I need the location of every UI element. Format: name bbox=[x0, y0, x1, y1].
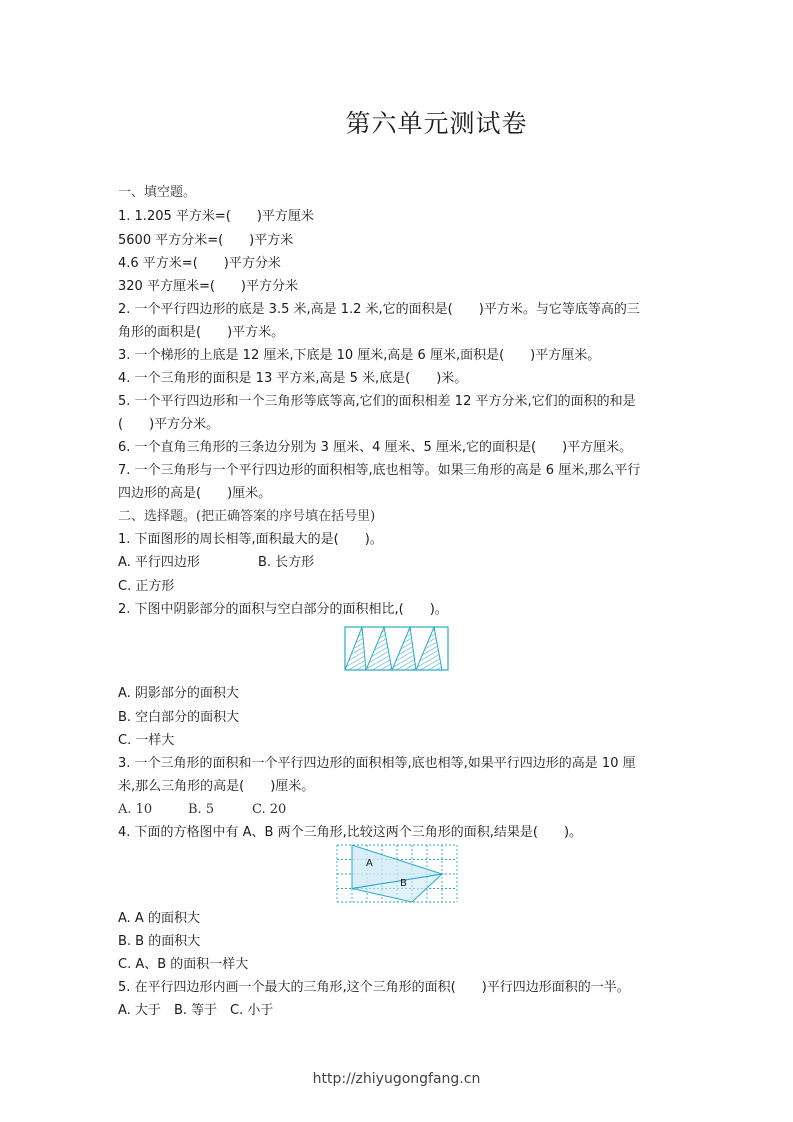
option-row bbox=[118, 801, 286, 819]
question-line: 5600 平方分米=( )平方米 bbox=[118, 233, 294, 248]
question-line: 7. 一个三角形与一个平行四边形的面积相等,底也相等。如果三角形的高是 6 厘米,那么平行 bbox=[118, 463, 641, 478]
question-line: 四边形的高是( )厘米。 bbox=[118, 486, 272, 501]
footer-url: http://zhiyugongfang.cn bbox=[312, 1071, 481, 1087]
option-c: C. 正方形 bbox=[118, 579, 175, 594]
question-stem: 4. 下面的方格图中有 A、B 两个三角形,比较这两个三角形的面积,结果是( )。 bbox=[118, 825, 583, 840]
question-line: 5. 一个平行四边形和一个三角形等底等高,它们的面积相差 12 平方分米,它们的面积的和是 bbox=[118, 394, 636, 409]
question-line: 4. 一个三角形的面积是 13 平方米,高是 5 米,底是( )米。 bbox=[118, 371, 468, 386]
section-heading-choice: 二、选择题。(把正确答案的序号填在括号里) bbox=[118, 509, 376, 524]
option-b: B. 空白部分的面积大 bbox=[118, 710, 240, 725]
section-heading-fill-blank: 一、填空题。 bbox=[118, 185, 197, 200]
option-c: C. A、B 的面积一样大 bbox=[118, 957, 249, 972]
question-line: ( )平方分米。 bbox=[118, 417, 220, 432]
option-b: B. B 的面积大 bbox=[118, 934, 201, 949]
question-stem: 2. 下图中阴影部分的面积与空白部分的面积相比,( )。 bbox=[118, 602, 448, 617]
option-a: A. 平行四边形 bbox=[118, 555, 200, 570]
question-stem: 米,那么三角形的高是( )厘米。 bbox=[118, 779, 315, 794]
question-line: 6. 一个直角三角形的三条边分别为 3 厘米、4 厘米、5 厘米,它的面积是( )平方厘米。 bbox=[118, 440, 633, 455]
question-line: 320 平方厘米=( )平方分米 bbox=[118, 279, 298, 294]
shaded-triangles-figure bbox=[344, 626, 450, 672]
question-stem: 1. 下面图形的周长相等,面积最大的是( )。 bbox=[118, 532, 383, 547]
question-line: 3. 一个梯形的上底是 12 厘米,下底是 10 厘米,高是 6 厘米,面积是( )平方厘米。 bbox=[118, 348, 601, 363]
question-stem: 5. 在平行四边形内画一个最大的三角形,这个三角形的面积( )平行四边形面积的一半。 bbox=[118, 980, 630, 995]
option-row bbox=[118, 1002, 273, 1020]
option-c: C. 一样大 bbox=[118, 733, 175, 748]
option-a: A. 阴影部分的面积大 bbox=[118, 686, 239, 701]
option-c: C. 20 bbox=[252, 802, 287, 817]
label-a: A bbox=[366, 858, 373, 869]
question-line: 2. 一个平行四边形的底是 3.5 米,高是 1.2 米,它的面积是( )平方米。与它等底等高的三 bbox=[118, 302, 640, 317]
label-b: B bbox=[400, 878, 407, 889]
question-stem: 3. 一个三角形的面积和一个平行四边形的面积相等,底也相等,如果平行四边形的高是 10 厘 bbox=[118, 756, 636, 771]
option-c: C. 小于 bbox=[230, 1003, 274, 1018]
option-a: A. 10 bbox=[118, 802, 153, 817]
grid-triangles-figure bbox=[336, 844, 460, 904]
option-a: A. 大于 bbox=[118, 1003, 161, 1018]
option-b: B. 长方形 bbox=[258, 555, 315, 570]
option-b: B. 等于 bbox=[174, 1003, 218, 1018]
option-row bbox=[118, 554, 314, 572]
page-title: 第六单元测试卷 bbox=[345, 109, 528, 138]
option-a: A. A 的面积大 bbox=[118, 911, 200, 926]
question-line: 1. 1.205 平方米=( )平方厘米 bbox=[118, 209, 314, 224]
question-line: 4.6 平方米=( )平方分米 bbox=[118, 256, 281, 271]
question-line: 角形的面积是( )平方米。 bbox=[118, 325, 285, 340]
option-b: B. 5 bbox=[188, 802, 215, 817]
